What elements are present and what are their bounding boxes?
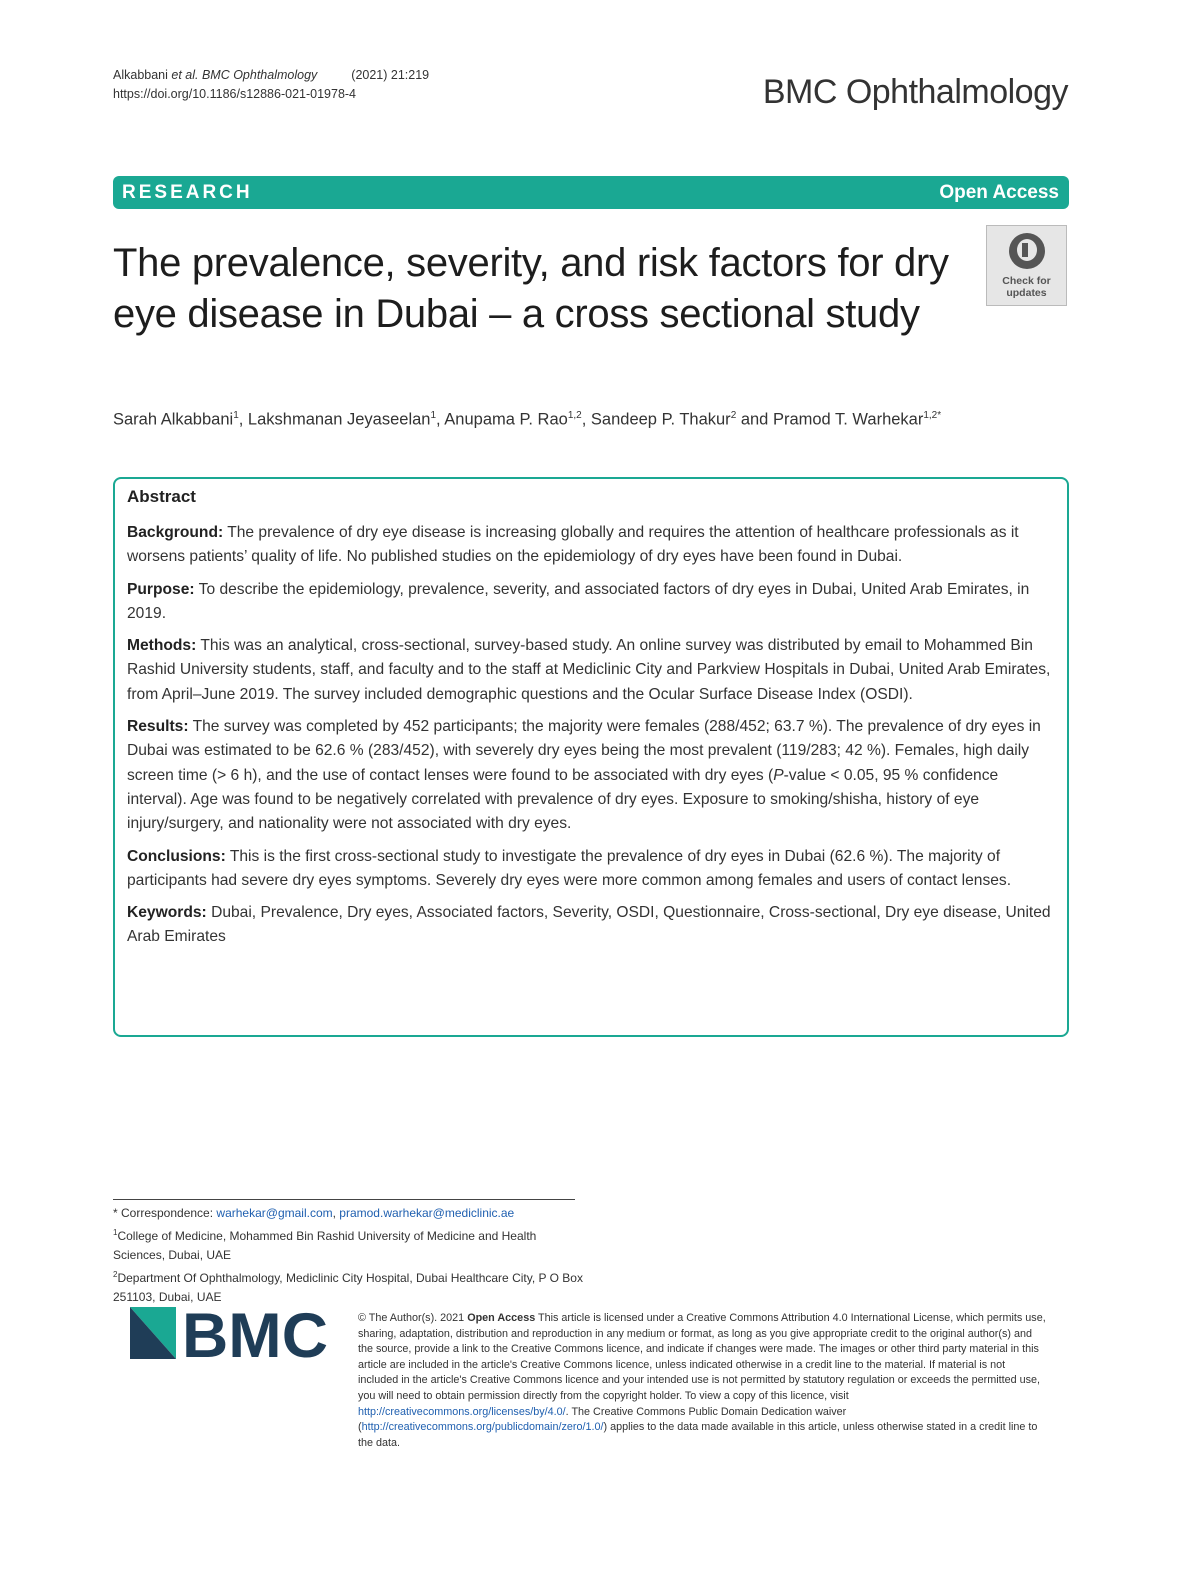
citation-header (113, 66, 429, 104)
bmc-logo (130, 1305, 330, 1361)
author-affiliation: 1 (233, 410, 239, 421)
abstract-heading: Abstract (127, 487, 196, 506)
abstract-results: Results: The survey was completed by 452 participants; the majority were females (288/452; 63.7 %). The prevalence of dry eyes in Dubai was estimated to be 62.6 % (283/452), with severely dry eyes being the most prevalent (119/283; 42 %). Females, high daily screen time (> 6 h), and the use of contact lenses were found to be associated with dry eyes (P-value < 0.05, 95 % confidence interval). Age was found to be negatively correlated with prevalence of dry eyes. Exposure to smoking/shisha, history of eye injury/surgery, and nationality were not associated with dry eyes. (127, 718, 1041, 833)
abstract-methods: Methods: This was an analytical, cross-sectional, survey-based study. An online survey was distributed by email to Mohammed Bin Rashid University students, staff, and faculty and to the staff at Mediclinic City and Parkview Hospitals in Dubai, United Arab Emirates, from April–June 2019. The survey included demographic questions and the Ocular Surface Disease Index (OSDI). (127, 637, 1051, 703)
author-name[interactable]: Pramod T. Warhekar (772, 410, 924, 429)
author-affiliation: 1,2* (923, 410, 942, 421)
license-link[interactable]: http://creativecommons.org/licenses/by/4.0/ (358, 1405, 566, 1418)
affiliation-1: $^1$College of Medicine, Mohammed Bin Rashid University of Medicine and Health Sciences, Dubai, UAE (113, 1228, 537, 1262)
open-access-label: Open Access (939, 182, 1059, 203)
abstract-body (127, 521, 1057, 958)
journal-name: BMC Ophthalmology (762, 73, 1068, 111)
author-affiliation: 2 (730, 410, 737, 421)
citation-authors: Alkabbani (113, 68, 172, 82)
citation-journal: et al. BMC Ophthalmology (171, 68, 318, 82)
author-list: Sarah Alkabbani$^1$, Lakshmanan Jeyaseelan$^1$, Anupama P. Rao$^{1,2}$, Sandeep P. Thakur$^2$ and Pramod T. Warhekar$^{1,2*}$ (113, 410, 942, 429)
check-for-updates-button[interactable] (986, 225, 1067, 306)
logo-text: BMC (182, 1305, 328, 1361)
abstract-box (113, 477, 1069, 1037)
article-type-band (113, 176, 1069, 209)
abstract-background: Background: The prevalence of dry eye disease is increasing globally and requires the attention of healthcare professionals as it worsens patients’ quality of life. No published studies on the epidemiology of dry eyes have been found in Dubai. (127, 524, 1019, 566)
article-title: The prevalence, severity, and risk factors for dry eye disease in Dubai – a cross sectional study (113, 241, 949, 336)
doi-link[interactable]: https://doi.org/10.1186/s12886-021-01978-4 (113, 87, 357, 101)
abstract-conclusions: Conclusions: This is the first cross-sectional study to investigate the prevalence of dry eyes in Dubai (62.6 %). The majority of participants had severe dry eyes symptoms. Severely dry eyes were more common among females and users of contact lenses. (127, 847, 1012, 889)
author-name[interactable]: Lakshmanan Jeyaseelan (247, 410, 431, 429)
abstract-purpose: Purpose: To describe the epidemiology, prevalence, severity, and associated factors of dry eyes in Dubai, United Arab Emirates, in 2019. (127, 580, 1030, 622)
correspondence: * Correspondence: warhekar@gmail.com, pramod.warhekar@mediclinic.ae (113, 1206, 515, 1220)
author-name[interactable]: Sarah Alkabbani (113, 410, 234, 429)
check-updates-label: Check for updates (1002, 275, 1051, 299)
footnote-divider (113, 1199, 575, 1200)
check-updates-icon (1009, 233, 1045, 269)
license-text: © The Author(s). 2021 Open Access This article is licensed under a Creative Commons Attribution 4.0 International License, which permits use, sharing, adaptation, distribution and reproduction in any medium or format, as long as you give appropriate credit to the original author(s) and the source, provide a link to the Creative Commons licence, and indicate if changes were made. The images or other third party material in this article are included in the article's Creative Commons licence, unless indicated otherwise in a credit line to the material. If material is not included in the article's Creative Commons licence and your intended use is not permitted by statutory regulation or exceeds the permitted use, you will need to obtain permission directly from the copyright holder. To view a copy of this licence, visit http://creativecommons.org/licenses/by/4.0/. The Creative Commons Public Domain Dedication waiver (http://creativecommons.org/publicdomain/zero/1.0/) applies to the data made available in this article, unless otherwise stated in a credit line to the data. (358, 1312, 1046, 1449)
email-link[interactable]: warhekar@gmail.com (216, 1206, 333, 1220)
publicdomain-link[interactable]: http://creativecommons.org/publicdomain/zero/1.0/ (361, 1421, 604, 1434)
author-name[interactable]: Sandeep P. Thakur (590, 410, 731, 429)
email-link[interactable]: pramod.warhekar@mediclinic.ae (339, 1206, 515, 1220)
affiliation-2: $^2$Department Of Ophthalmology, Mediclinic City Hospital, Dubai Healthcare City, P O Box 251103, Dubai, UAE (113, 1270, 583, 1304)
author-affiliation: 1,2 (567, 410, 582, 421)
article-type-label: RESEARCH (122, 182, 253, 203)
author-affiliation: 1 (430, 410, 437, 421)
footnotes (113, 1204, 583, 1307)
author-name[interactable]: Anupama P. Rao (444, 410, 568, 429)
abstract-keywords: Keywords: Dubai, Prevalence, Dry eyes, Associated factors, Severity, OSDI, Questionnaire, Cross-sectional, Dry eye disease, United Arab Emirates (127, 904, 1051, 946)
citation-year: (2021) 21:219 (351, 68, 430, 82)
